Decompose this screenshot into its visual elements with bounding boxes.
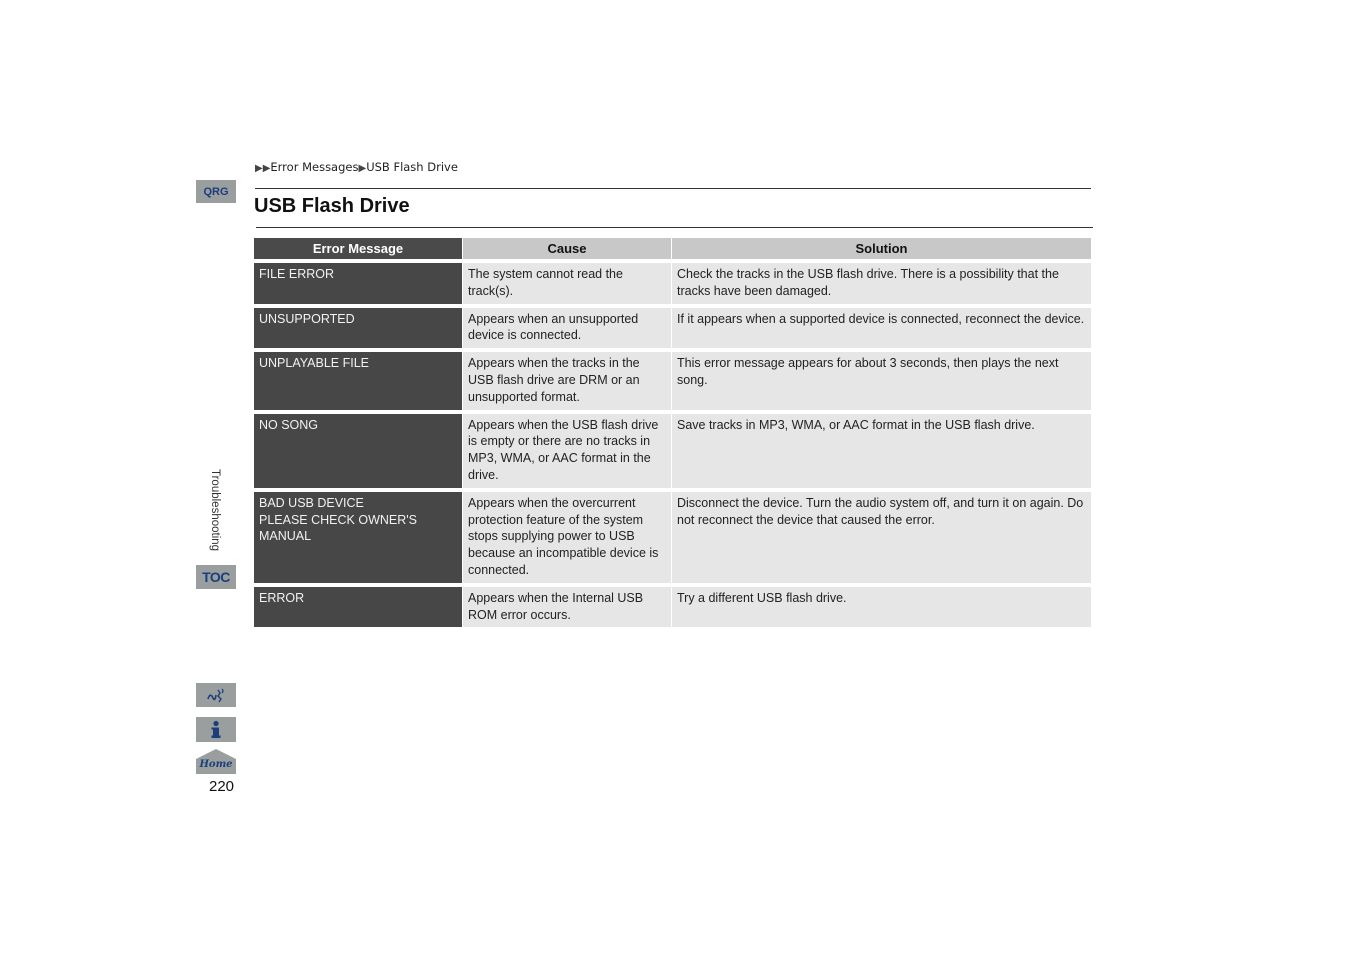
table-header-row	[254, 238, 1091, 259]
table-row	[254, 492, 1091, 583]
page-number: 220	[209, 778, 235, 795]
error-message-text: ERROR	[259, 590, 305, 605]
solution-cell: Disconnect the device. Turn the audio system off, and turn it on again. Do not reconnect the device that caused the error.	[672, 492, 1091, 583]
toc-label: TOC	[202, 569, 230, 585]
info-icon	[209, 720, 223, 740]
cause-cell: The system cannot read the track(s).	[463, 263, 672, 304]
error-message-table	[254, 234, 1091, 631]
error-message-text: UNPLAYABLE FILE	[259, 356, 369, 371]
breadcrumb-separator: ▶	[358, 163, 367, 174]
solution-cell: This error message appears for about 3 seconds, then plays the next song.	[672, 352, 1091, 409]
home-label: Home	[199, 759, 233, 770]
page-title: USB Flash Drive	[254, 195, 410, 217]
cause-cell: Appears when an unsupported device is connected.	[463, 308, 672, 349]
table-row	[254, 352, 1091, 409]
solution-cell: Save tracks in MP3, WMA, or AAC format in the USB flash drive.	[672, 414, 1091, 488]
info-tab[interactable]	[196, 717, 236, 742]
breadcrumb	[255, 160, 458, 174]
cause-cell: Appears when the Internal USB ROM error occurs.	[463, 587, 672, 628]
table-row	[254, 308, 1091, 349]
error-message-text: NO SONG	[259, 417, 319, 432]
error-message-cell	[254, 492, 463, 583]
error-message-cell	[254, 587, 463, 628]
error-message-text: MANUAL	[259, 529, 312, 544]
voice-command-icon	[205, 686, 227, 704]
cause-cell: Appears when the tracks in the USB flash drive are DRM or an unsupported format.	[463, 352, 672, 409]
header-error-message: Error Message	[254, 238, 463, 259]
qrg-label: QRG	[203, 185, 229, 198]
breadcrumb-arrows: ▶▶	[255, 163, 271, 174]
error-message-text: BAD USB DEVICE	[259, 495, 364, 510]
table-row	[254, 414, 1091, 488]
solution-cell: Try a different USB flash drive.	[672, 587, 1091, 628]
error-message-text: UNSUPPORTED	[259, 311, 355, 326]
cause-cell: Appears when the overcurrent protection feature of the system stops supplying power to USB because an incompatible device is connected.	[463, 492, 672, 583]
qrg-tab[interactable]	[196, 180, 236, 203]
header-cause: Cause	[463, 238, 672, 259]
error-message-cell	[254, 263, 463, 304]
header-solution: Solution	[672, 238, 1091, 259]
error-message-cell	[254, 352, 463, 409]
table-body	[254, 263, 1091, 627]
title-bottom-rule	[256, 227, 1093, 228]
title-top-rule	[255, 188, 1091, 189]
table-row	[254, 263, 1091, 304]
error-message-cell	[254, 308, 463, 349]
error-message-text: PLEASE CHECK OWNER'S	[259, 512, 417, 527]
breadcrumb-current: USB Flash Drive	[366, 160, 458, 174]
solution-cell: If it appears when a supported device is connected, reconnect the device.	[672, 308, 1091, 349]
section-label: Troubleshooting	[209, 469, 221, 552]
solution-cell: Check the tracks in the USB flash drive. There is a possibility that the tracks have been damaged.	[672, 263, 1091, 304]
error-message-cell	[254, 414, 463, 488]
home-tab[interactable]	[196, 749, 236, 774]
voice-command-tab[interactable]	[196, 683, 236, 707]
toc-tab[interactable]	[196, 565, 236, 589]
breadcrumb-section-link[interactable]: Error Messages	[270, 160, 359, 174]
table-row	[254, 587, 1091, 628]
cause-cell: Appears when the USB flash drive is empty or there are no tracks in MP3, WMA, or AAC format in the drive.	[463, 414, 672, 488]
error-message-text: FILE ERROR	[259, 267, 335, 281]
